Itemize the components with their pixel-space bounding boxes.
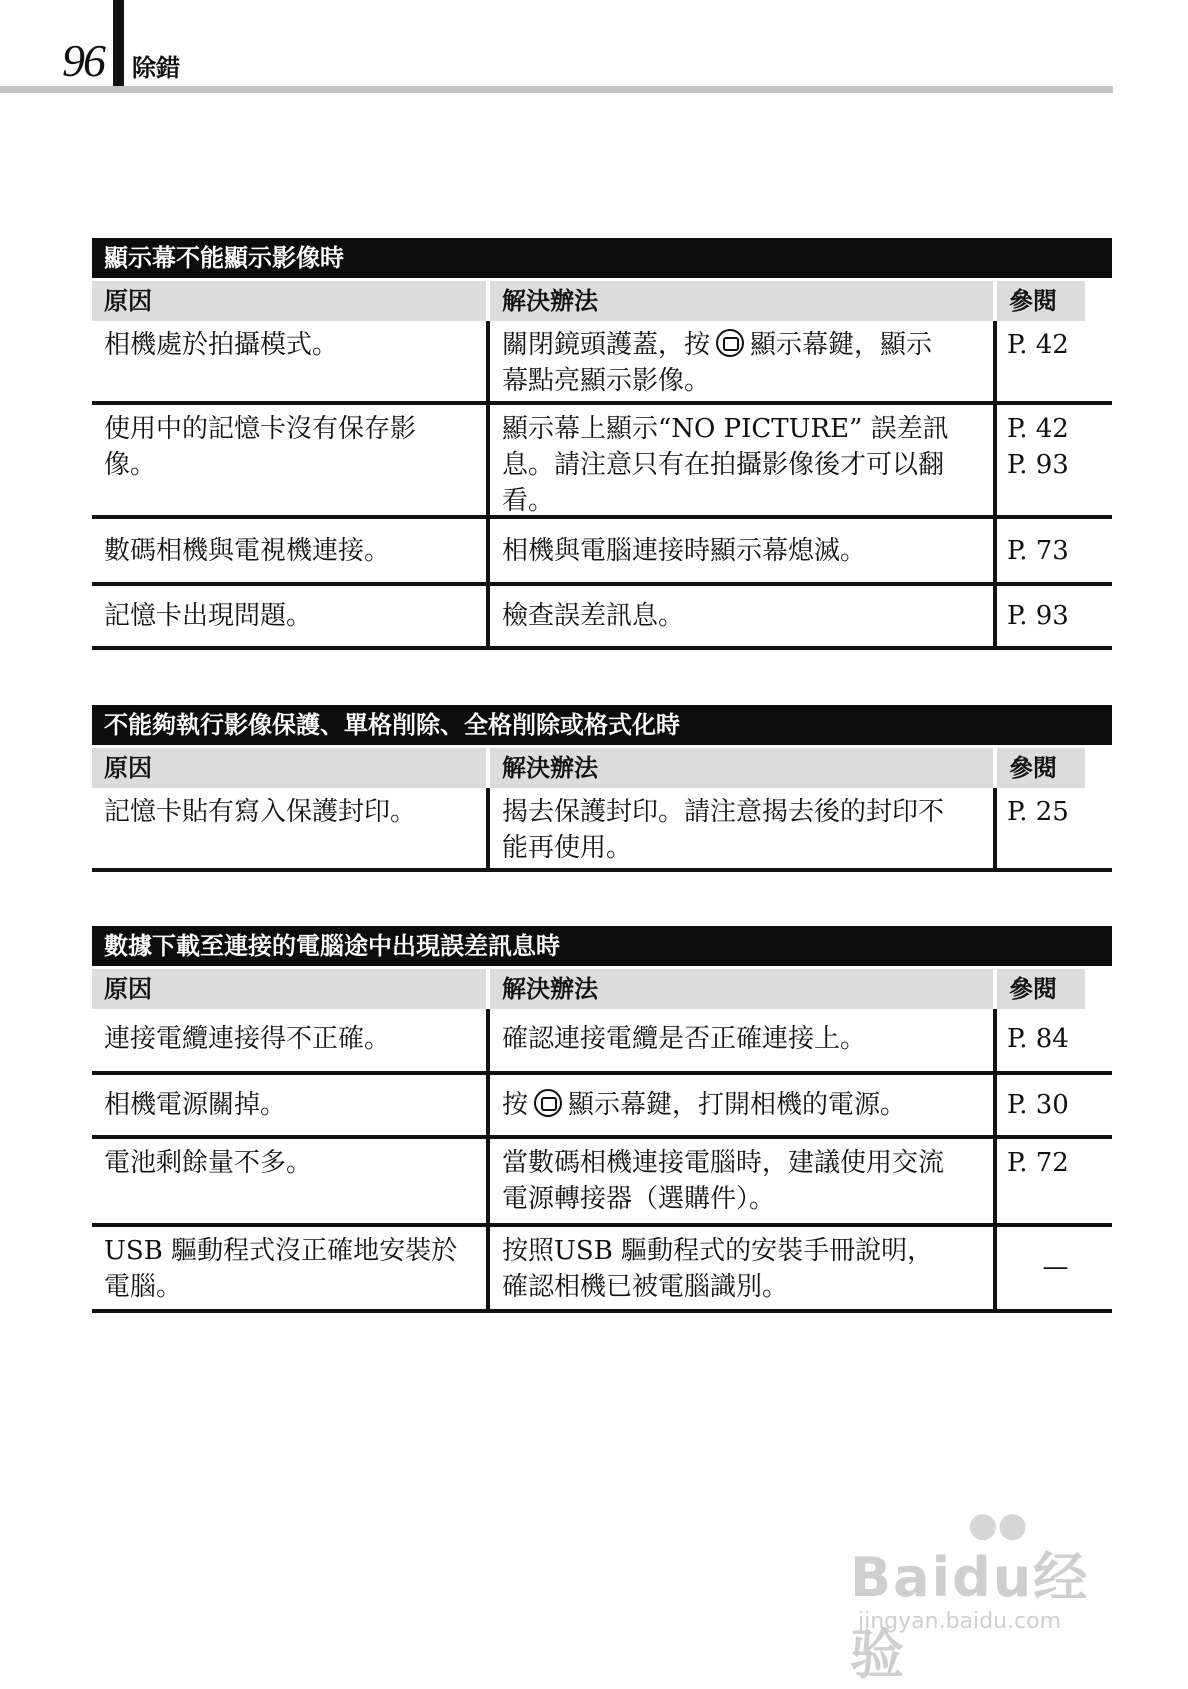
cause-cell: 電池剩餘量不多。 [92,1139,490,1223]
watermark [850,1505,1130,1686]
solution-cell: 相機與電腦連接時顯示幕熄滅。 [490,519,997,582]
table-row [92,1009,1112,1075]
table-row [92,405,1112,519]
section-title: 顯示幕不能顯示影像時 [92,238,1112,278]
cause-cell: 使用中的記憶卡沒有保存影 像。 [92,405,490,515]
solution-text: 關閉鏡頭護蓋，按 [502,330,711,360]
cause-cell: 連接電纜連接得不正確。 [92,1009,490,1071]
column-header-cause: 原因 [92,969,490,1009]
ref-cell: P. 72 [1007,1148,1069,1178]
header-bar [113,0,124,92]
section-download-error [92,926,1112,1313]
header-rule [0,86,1113,93]
cause-cell: USB 驅動程式沒正確地安裝於 電腦。 [92,1227,490,1309]
page-number: 96 [62,35,104,86]
ref-cell: P. 42 [1007,330,1069,360]
solution-cell [490,321,997,401]
solution-cell: 顯示幕上顯示“NO PICTURE” 誤差訊 息。請注意只有在拍攝影像後才可以翻 看。 [490,405,997,515]
display-button-icon [716,329,744,357]
table-row [92,788,1112,872]
cause-cell: 相機處於拍攝模式。 [92,321,490,401]
section-title: 不能夠執行影像保護、單格削除、全格削除或格式化時 [92,705,1112,745]
section-display-no-image [92,238,1112,650]
ref-cell: P. 42 P. 93 [1007,414,1069,480]
ref-cell: P. 84 [1007,1024,1069,1054]
solution-cell: 揭去保護封印。請注意揭去後的封印不 能再使用。 [490,788,997,868]
solution-cell: 確認連接電纜是否正確連接上。 [490,1009,997,1071]
column-header-row [92,969,1112,1009]
watermark-logo: Baidu经验 [850,1546,1090,1686]
ref-cell: P. 73 [1007,536,1069,566]
table-row [92,1227,1112,1313]
table-row [92,321,1112,405]
solution-cell: 按照USB 驅動程式的安裝手冊說明， 確認相機已被電腦識別。 [490,1227,997,1309]
solution-cell: 檢查誤差訊息。 [490,586,997,646]
table-row [92,1075,1112,1139]
solution-text: 顯示幕鍵，打開相機的電源。 [568,1090,907,1120]
cause-cell: 記憶卡出現問題。 [92,586,490,646]
cause-cell: 記憶卡貼有寫入保護封印。 [92,788,490,868]
column-header-ref: 參閱 [997,748,1085,788]
column-header-ref: 參閱 [997,969,1085,1009]
table-row [92,586,1112,650]
solution-cell [490,1075,997,1135]
column-header-solution: 解決辦法 [490,748,997,788]
column-header-ref: 參閱 [997,281,1085,321]
ref-cell: P. 25 [1007,797,1069,827]
column-header-solution: 解決辦法 [490,969,997,1009]
solution-cell: 當數碼相機連接電腦時，建議使用交流 電源轉接器（選購件）。 [490,1139,997,1223]
column-header-row [92,748,1112,788]
display-button-icon [534,1089,562,1117]
paw-icon: ●● [968,1505,1028,1545]
column-header-row [92,281,1112,321]
section-protect-delete-format [92,705,1112,872]
cause-cell: 相機電源關掉。 [92,1075,490,1135]
ref-cell: P. 30 [1007,1090,1069,1120]
ref-cell: — [1042,1252,1069,1282]
column-header-cause: 原因 [92,748,490,788]
column-header-solution: 解決辦法 [490,281,997,321]
watermark-url: jingyan.baidu.com [858,1609,1062,1634]
section-title: 數據下載至連接的電腦途中出現誤差訊息時 [92,926,1112,966]
solution-text: 按 [502,1090,529,1120]
column-header-cause: 原因 [92,281,490,321]
table-row [92,1139,1112,1227]
cause-cell: 數碼相機與電視機連接。 [92,519,490,582]
section-name: 除錯 [132,54,180,82]
solution-text: 顯示幕鍵，顯示 幕點亮顯示影像。 [502,330,933,396]
table-row [92,519,1112,586]
ref-cell: P. 93 [1007,601,1069,631]
